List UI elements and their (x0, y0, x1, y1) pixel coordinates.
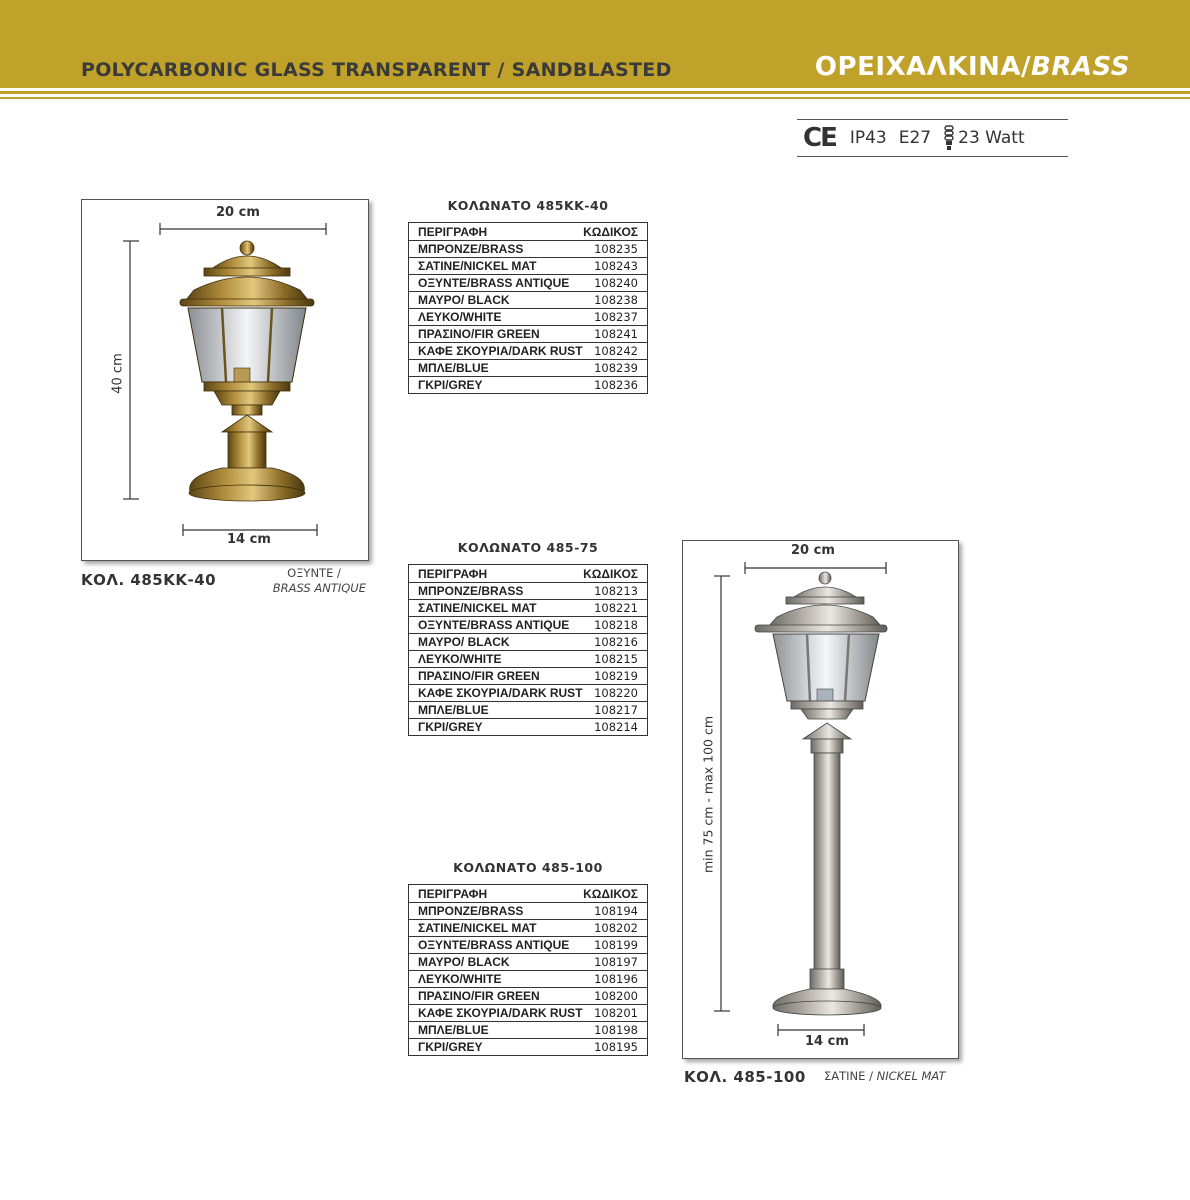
row-description: ΣΑΤΙΝΕ/NICKEL MAT (418, 259, 537, 273)
row-code: 108236 (594, 378, 638, 392)
product-image-frame-485kk-40 (81, 199, 369, 561)
row-description: ΜΠΡΟΝΖΕ/BRASS (418, 904, 524, 918)
row-description: ΣΑΤΙΝΕ/NICKEL MAT (418, 921, 537, 935)
table-row (409, 274, 647, 291)
row-code: 108194 (594, 904, 638, 918)
row-description: ΣΑΤΙΝΕ/NICKEL MAT (418, 601, 537, 615)
power-rating: 23 Watt (958, 128, 1025, 148)
height-dimension-label: min 75 cm - max 100 cm (700, 715, 716, 874)
row-code: 108235 (594, 242, 638, 256)
table-row (409, 1021, 647, 1038)
ip-rating: IP43 (849, 128, 887, 148)
product-image-frame-485-100 (682, 540, 959, 1059)
header-divider-line (0, 97, 1190, 99)
table-title: ΚΟΛΩΝΑΤΟ 485ΚΚ-40 (447, 198, 609, 213)
row-description: ΛΕΥΚΟ/WHITE (418, 972, 502, 986)
row-description: ΜΑΥΡΟ/ BLACK (418, 635, 510, 649)
height-dimension-label: 40 cm (110, 353, 126, 394)
table-header-row (409, 565, 647, 582)
row-code: 108240 (594, 276, 638, 290)
row-code: 108243 (594, 259, 638, 273)
header-band (0, 0, 1190, 88)
table-row (409, 953, 647, 970)
lamp-485-100-drawing (683, 541, 960, 1060)
row-description: ΚΑΦΕ ΣΚΟΥΡΙΑ/DARK RUST (418, 686, 583, 700)
column-header-code: ΚΩΔΙΚΟΣ (583, 566, 638, 581)
row-code: 108239 (594, 361, 638, 375)
column-header-code: ΚΩΔΙΚΟΣ (583, 886, 638, 901)
column-header-description: ΠΕΡΙΓΡΑΦΗ (418, 224, 488, 239)
table-row (409, 936, 647, 953)
row-description: ΟΞΥΝΤΕ/BRASS ANTIQUE (418, 618, 570, 632)
row-description: ΚΑΦΕ ΣΚΟΥΡΙΑ/DARK RUST (418, 344, 583, 358)
table-row (409, 970, 647, 987)
table-row (409, 684, 647, 701)
width-dimension-label: 20 cm (216, 205, 260, 220)
table-row (409, 919, 647, 936)
row-code: 108197 (594, 955, 638, 969)
row-description: ΟΞΥΝΤΕ/BRASS ANTIQUE (418, 276, 570, 290)
brand-title-greek: ΟΡΕΙΧΑΛΚΙΝΑ/ (814, 52, 1032, 82)
finish-greek: ΟΞΥΝΤΕ / (287, 566, 341, 580)
row-code: 108201 (594, 1006, 638, 1020)
row-code: 108221 (594, 601, 638, 615)
table-header-row (409, 885, 647, 902)
row-description: ΠΡΑΣΙΝΟ/FIR GREEN (418, 327, 540, 341)
column-header-description: ΠΕΡΙΓΡΑΦΗ (418, 566, 488, 581)
code-table-485-100 (408, 884, 648, 1056)
row-description: ΓΚΡΙ/GREY (418, 378, 483, 392)
row-description: ΜΠΡΟΝΖΕ/BRASS (418, 242, 524, 256)
lamp-485-100 (755, 572, 887, 1015)
row-code: 108217 (594, 703, 638, 717)
row-description: ΠΡΑΣΙΝΟ/FIR GREEN (418, 989, 540, 1003)
spec-strip (797, 119, 1068, 157)
row-code: 108220 (594, 686, 638, 700)
table-row (409, 582, 647, 599)
table-row (409, 325, 647, 342)
row-code: 108218 (594, 618, 638, 632)
row-description: ΜΑΥΡΟ/ BLACK (418, 293, 510, 307)
row-description: ΜΑΥΡΟ/ BLACK (418, 955, 510, 969)
table-row (409, 291, 647, 308)
table-title: ΚΟΛΩΝΑΤΟ 485-75 (457, 540, 599, 555)
table-row (409, 1004, 647, 1021)
row-code: 108213 (594, 584, 638, 598)
row-code: 108196 (594, 972, 638, 986)
column-header-description: ΠΕΡΙΓΡΑΦΗ (418, 886, 488, 901)
column-header-code: ΚΩΔΙΚΟΣ (583, 224, 638, 239)
header-divider-line (0, 91, 1190, 94)
bulb-icon (943, 125, 955, 151)
table-row (409, 599, 647, 616)
row-code: 108242 (594, 344, 638, 358)
row-code: 108219 (594, 669, 638, 683)
row-code: 108216 (594, 635, 638, 649)
table-row (409, 257, 647, 274)
product-finish-label (256, 566, 366, 596)
table-row (409, 376, 647, 393)
table-header-row (409, 223, 647, 240)
row-description: ΓΚΡΙ/GREY (418, 720, 483, 734)
table-row (409, 308, 647, 325)
finish-english: NICKEL MAT (876, 1069, 946, 1083)
product-code-label: ΚΟΛ. 485ΚΚ-40 (81, 571, 217, 589)
table-row (409, 359, 647, 376)
table-row (409, 1038, 647, 1055)
row-description: ΛΕΥΚΟ/WHITE (418, 310, 502, 324)
product-finish-label (824, 1069, 945, 1084)
ce-mark: CE (803, 123, 836, 153)
table-row (409, 718, 647, 735)
base-dimension-label: 14 cm (227, 532, 271, 547)
brand-title (815, 52, 1130, 82)
row-description: ΠΡΑΣΙΝΟ/FIR GREEN (418, 669, 540, 683)
row-code: 108237 (594, 310, 638, 324)
brand-title-english: BRASS (1031, 52, 1130, 82)
table-row (409, 633, 647, 650)
page-title: POLYCARBONIC GLASS TRANSPARENT / SANDBLASTED (81, 59, 672, 81)
table-row (409, 701, 647, 718)
row-code: 108215 (594, 652, 638, 666)
row-code: 108214 (594, 720, 638, 734)
product-code-label: ΚΟΛ. 485-100 (684, 1068, 806, 1086)
row-description: ΚΑΦΕ ΣΚΟΥΡΙΑ/DARK RUST (418, 1006, 583, 1020)
socket-type: E27 (898, 128, 932, 148)
base-dimension-label: 14 cm (805, 1034, 849, 1049)
table-row (409, 240, 647, 257)
table-row (409, 616, 647, 633)
row-description: ΜΠΡΟΝΖΕ/BRASS (418, 584, 524, 598)
row-description: ΜΠΛΕ/BLUE (418, 361, 489, 375)
width-dimension-label: 20 cm (791, 543, 835, 558)
table-row (409, 650, 647, 667)
lamp-485kk-40 (180, 241, 314, 501)
code-table-485kk-40 (408, 222, 648, 394)
table-row (409, 667, 647, 684)
row-code: 108241 (594, 327, 638, 341)
table-row (409, 987, 647, 1004)
code-table-485-75 (408, 564, 648, 736)
row-description: ΛΕΥΚΟ/WHITE (418, 652, 502, 666)
table-title: ΚΟΛΩΝΑΤΟ 485-100 (453, 860, 603, 875)
row-code: 108195 (594, 1040, 638, 1054)
row-code: 108238 (594, 293, 638, 307)
table-row (409, 902, 647, 919)
row-code: 108202 (594, 921, 638, 935)
row-description: ΜΠΛΕ/BLUE (418, 1023, 489, 1037)
row-description: ΜΠΛΕ/BLUE (418, 703, 489, 717)
table-row (409, 342, 647, 359)
row-description: ΓΚΡΙ/GREY (418, 1040, 483, 1054)
row-code: 108199 (594, 938, 638, 952)
finish-english: BRASS ANTIQUE (272, 581, 366, 595)
row-code: 108200 (594, 989, 638, 1003)
row-code: 108198 (594, 1023, 638, 1037)
row-description: ΟΞΥΝΤΕ/BRASS ANTIQUE (418, 938, 570, 952)
finish-greek: ΣΑΤΙΝΕ / (824, 1069, 873, 1083)
